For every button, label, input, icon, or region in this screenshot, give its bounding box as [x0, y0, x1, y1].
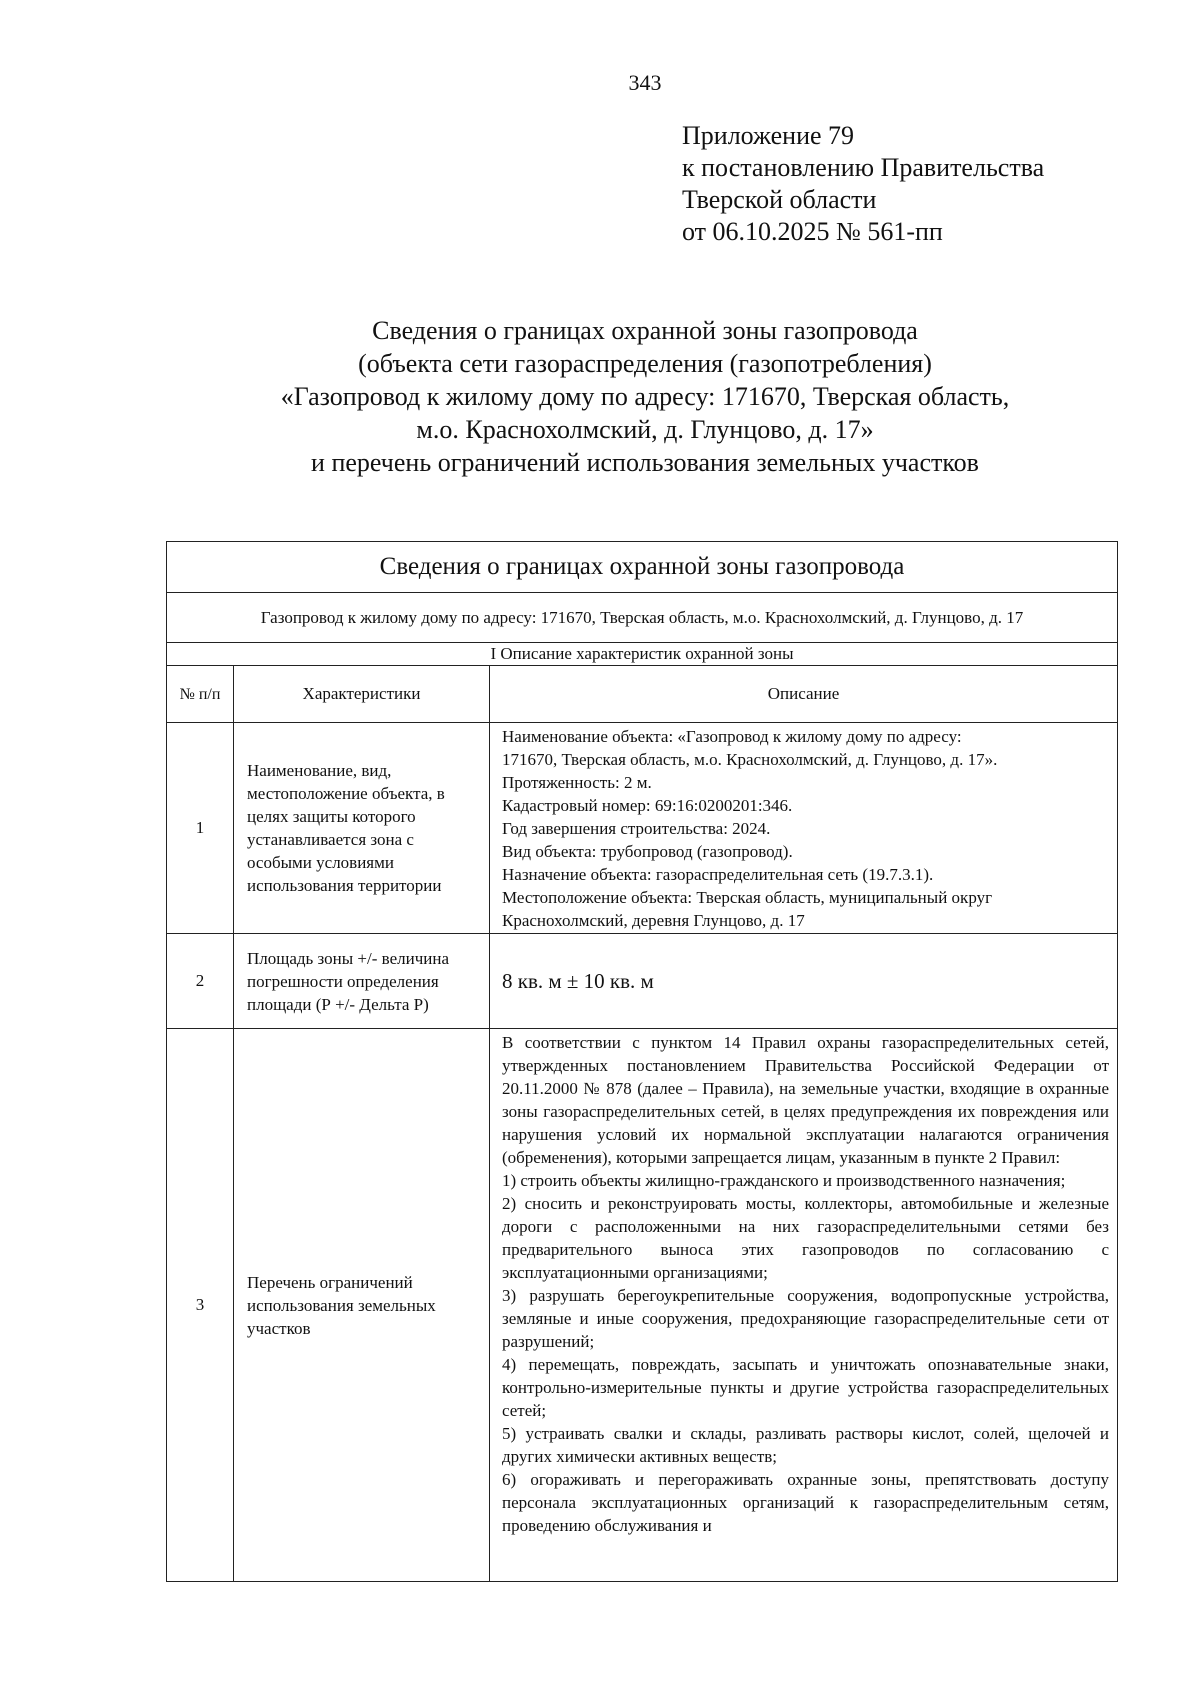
restriction-paragraph: 1) строить объекты жилищно-гражданского и производственного назначения;: [502, 1171, 1066, 1190]
table-object-name: Газопровод к жилому дому по адресу: 171670, Тверская область, м.о. Краснохолмский, д. Глунцово, д. 17: [167, 593, 1118, 643]
restriction-paragraph: 2) сносить и реконструировать мосты, коллекторы, автомобильные и железные дороги с расположенными на них газораспределительными сетями без предварительного выноса этих газопроводов по согласованию с эксплуатационными организациями;: [502, 1194, 1110, 1282]
description-line: Назначение объекта: газораспределительная сеть (19.7.3.1).: [502, 864, 934, 884]
restriction-paragraph: 4) перемещать, повреждать, засыпать и уничтожать опознавательные знаки, контрольно-измерительные пункты и другие устройства газораспределительных сетей;: [502, 1355, 1110, 1420]
header-description: Описание: [490, 666, 1118, 723]
document-title-line-2: (объекта сети газораспределения (газопотребления): [358, 349, 932, 378]
appendix-line-3: Тверской области: [682, 185, 877, 214]
description-line: Кадастровый номер: 69:16:0200201:346.: [502, 795, 793, 815]
description-line: 171670, Тверская область, м.о. Краснохолмский, д. Глунцово, д. 17».: [502, 749, 998, 769]
zone-info-table: [166, 541, 1118, 1582]
row-number: 3: [167, 1029, 234, 1582]
row-characteristic: Перечень ограничений использования земельных участков: [234, 1029, 490, 1582]
restriction-paragraph: 3) разрушать берегоукрепительные сооружения, водопропускные устройства, земляные и иные сооружения, предохраняющие газораспределительные сети от разрушений;: [502, 1286, 1110, 1351]
document-title-line-1: Сведения о границах охранной зоны газопровода: [372, 316, 918, 345]
row-characteristic: Площадь зоны +/- величина погрешности определения площади (Р +/- Дельта Р): [234, 934, 490, 1029]
row-description: 8 кв. м ± 10 кв. м: [490, 934, 1118, 1029]
table-header-row: [167, 666, 1118, 723]
header-characteristics: Характеристики: [234, 666, 490, 723]
restriction-paragraph: 5) устраивать свалки и склады, разливать растворы кислот, солей, щелочей и других химически активных веществ;: [502, 1424, 1110, 1466]
table-row: [167, 1029, 1118, 1582]
description-line: Краснохолмский, деревня Глунцово, д. 17: [502, 910, 805, 930]
description-line: Протяженность: 2 м.: [502, 772, 652, 792]
appendix-line-2: к постановлению Правительства: [682, 153, 1045, 182]
document-title-line-4: м.о. Краснохолмский, д. Глунцово, д. 17»: [416, 415, 874, 444]
description-line: Вид объекта: трубопровод (газопровод).: [502, 841, 793, 861]
table-section-heading: I Описание характеристик охранной зоны: [167, 643, 1118, 666]
description-line: Местоположение объекта: Тверская область, муниципальный округ: [502, 887, 993, 907]
table-row: [167, 934, 1118, 1029]
appendix-line-4: от 06.10.2025 № 561-пп: [682, 217, 943, 246]
document-title: [160, 314, 1130, 479]
row-description: [490, 723, 1118, 934]
document-title-line-3: «Газопровод к жилому дому по адресу: 171670, Тверская область,: [280, 382, 1010, 411]
header-number: № п/п: [167, 666, 234, 723]
appendix-line-1: Приложение 79: [682, 121, 855, 150]
appendix-header: [682, 120, 1044, 248]
row-number: 2: [167, 934, 234, 1029]
description-line: Наименование объекта: «Газопровод к жилому дому по адресу:: [502, 726, 962, 746]
row-description: [490, 1029, 1118, 1582]
table-title: Сведения о границах охранной зоны газопровода: [167, 542, 1118, 593]
document-title-line-5: и перечень ограничений использования земельных участков: [311, 448, 979, 477]
table-row: [167, 723, 1118, 934]
restriction-paragraph: 6) огораживать и перегораживать охранные зоны, препятствовать доступу персонала эксплуатационных организаций к газораспределительным сетям, проведению обслуживания и: [502, 1470, 1110, 1535]
row-number: 1: [167, 723, 234, 934]
description-line: Год завершения строительства: 2024.: [502, 818, 771, 838]
row-characteristic: Наименование, вид, местоположение объекта, в целях защиты которого устанавливается зона с особыми условиями использования территории: [234, 723, 490, 934]
restriction-paragraph: В соответствии с пунктом 14 Правил охраны газораспределительных сетей, утвержденных постановлением Правительства Российской Федерации от 20.11.2000 № 878 (далее – Правила), на земельные участки, входящие в охранные зоны газораспределительных сетей, в целях предупреждения их повреждения или нарушения условий их нормальной эксплуатации налагаются ограничения (обременения), которыми запрещается лицам, указанным в пункте 2 Правил:: [502, 1033, 1110, 1167]
page-number: 343: [628, 70, 662, 95]
